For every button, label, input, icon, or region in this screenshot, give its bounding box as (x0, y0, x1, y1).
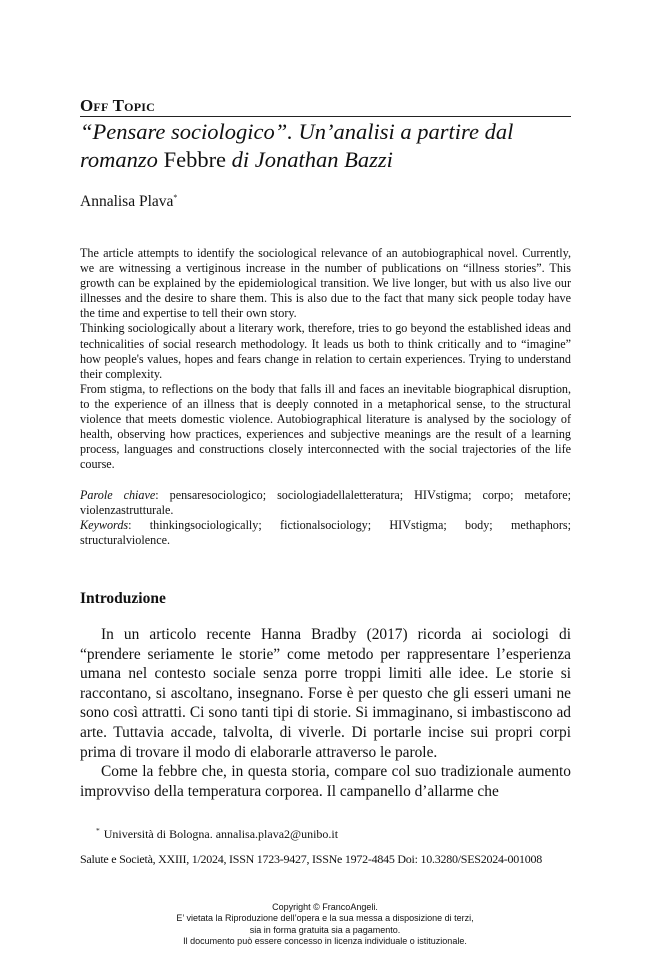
title-part-3: di Jonathan Bazzi (226, 147, 393, 172)
copyright-line: Copyright © FrancoAngeli. (272, 902, 378, 912)
title-novel-name: Febbre (163, 147, 227, 172)
footnote-mark: * (96, 826, 100, 835)
author-name (80, 193, 177, 211)
author-name-text: Annalisa Plava (80, 193, 174, 210)
keywords-english (80, 518, 571, 548)
keywords-italian-values: : pensaresociologico; sociologiadellaletteratura; HIVstigma; corpo; metafore; violenzastrutturale. (80, 488, 571, 518)
keywords-english-values: : thinkingsociologically; fictionalsociology; HIVstigma; body; methaphors; structuralviolence. (80, 518, 571, 548)
journal-citation: Salute e Società, XXIII, 1/2024, ISSN 1723-9427, ISSNe 1972-4845 Doi: 10.3280/SES2024-001008 (80, 852, 542, 866)
keywords-italian (80, 488, 571, 518)
title-part-1: “Pensare sociologico”. Un’analisi a partire dal romanzo (80, 119, 514, 172)
copyright-notice (0, 902, 650, 948)
keywords-italian-label: Parole chiave (80, 488, 156, 502)
keywords-block (80, 488, 571, 548)
copyright-line: sia in forma gratuita sia a pagamento. (249, 924, 401, 935)
abstract-paragraph: The article attempts to identify the sociological relevance of an autobiographical novel. Currently, we are witnessing a vertiginous increase in the number of publications on “illness stories”. This growth can be explained by the epidemiological transition. We live longer, but with us also live our illnesses and the desire to share them. This is also due to the fact that many sick people today have the time and expertise to tell their own story. (80, 246, 571, 321)
footnote (96, 826, 338, 842)
copyright-line: Il documento può essere concesso in licenza individuale o istituzionale. (183, 936, 467, 947)
author-footnote-mark: * (173, 193, 178, 202)
section-heading: Introduzione (80, 590, 166, 607)
copyright-line: E’ vietata la Riproduzione dell’opera e la sua messa a disposizione di terzi, (176, 913, 474, 924)
abstract-paragraph: Thinking sociologically about a literary work, therefore, tries to go beyond the established ideas and technicalities of social research methodology. It leads us both to think critically and to “imagine” how people's values, hopes and fears change in relation to certain experiences. Trying to understand their complexity. (80, 321, 571, 381)
abstract (80, 246, 571, 472)
article-title (80, 118, 575, 174)
body-paragraph: Come la febbre che, in questa storia, compare col suo tradizionale aumento improvviso della temperatura corporea. Il campanello d’allarme che (80, 763, 571, 800)
keywords-english-label: Keywords (80, 518, 129, 533)
abstract-paragraph: From stigma, to reflections on the body that falls ill and faces an inevitable biographical disruption, to the experience of an illness that is deeply connoted in a metaphorical sense, to the structural violence that meets domestic violence. Autobiographical literature is analysed by the sociology of health, observing how practices, experiences and subjective meanings are the result of a learning process, languages and constructions closely interconnected with the social trajectories of the life course. (80, 381, 571, 472)
body-text (80, 625, 571, 801)
section-label: Off Topic (80, 96, 155, 115)
title-rule (80, 116, 571, 117)
body-paragraph: In un articolo recente Hanna Bradby (2017) ricorda ai sociologi di “prendere seriamente le storie” come metodo per rappresentare l’esperienza umana nel contesto sociale senza porre troppi limiti alle idee. Le storie si raccontano, si ascoltano, insegnano. Forse è per questo che gli esseri umani ne sono così attratti. Ci sono tanti tipi di storie. Si immaginano, si imbastiscono ad arte. Tuttavia accade, talvolta, di viverle. Di portarle incise sui propri corpi prima di trovare il modo di elaborarle attraverso le parole. (80, 626, 571, 761)
footnote-text: Università di Bologna. annalisa.plava2@unibo.it (103, 827, 339, 841)
